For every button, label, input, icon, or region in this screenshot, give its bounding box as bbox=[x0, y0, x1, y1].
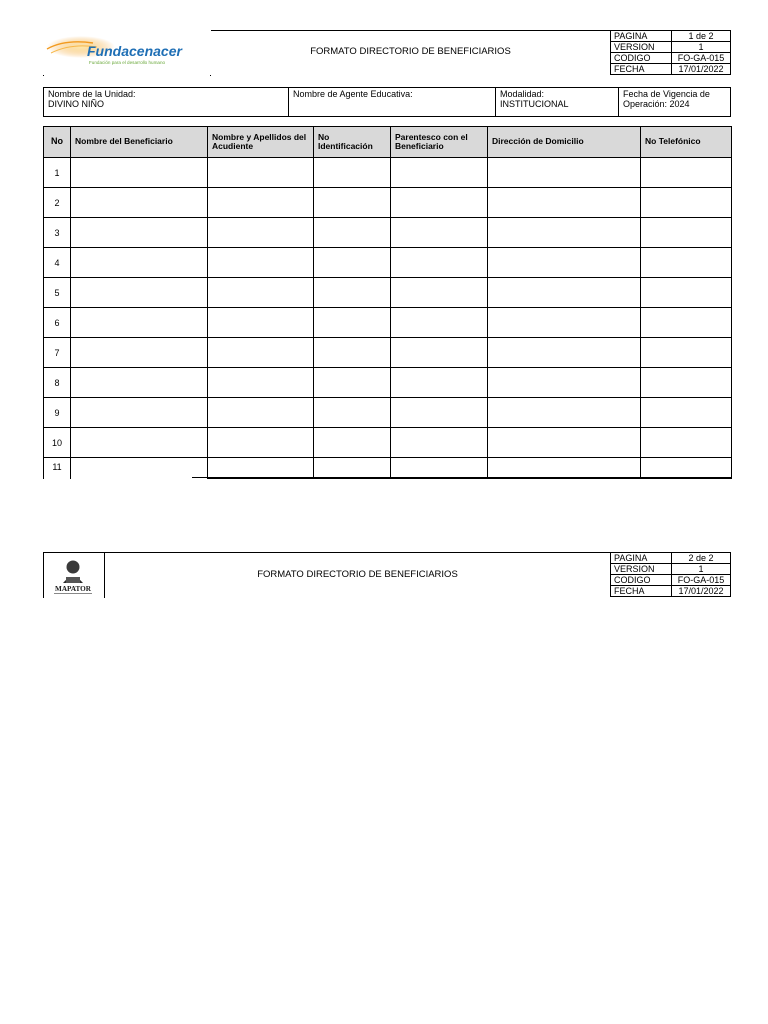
guardian-name-cell[interactable] bbox=[208, 308, 314, 338]
phone-cell[interactable] bbox=[641, 308, 732, 338]
meta-label: FECHA bbox=[611, 64, 672, 75]
column-header-guardian: Nombre y Apellidos del Acudiente bbox=[208, 127, 314, 158]
beneficiary-name-cell[interactable] bbox=[71, 428, 208, 458]
address-cell[interactable] bbox=[488, 248, 641, 278]
relationship-cell[interactable] bbox=[391, 458, 488, 479]
page2-meta-table bbox=[610, 552, 731, 597]
row-number: 8 bbox=[44, 368, 71, 398]
meta-label: PAGINA bbox=[611, 31, 672, 42]
id-number-cell[interactable] bbox=[314, 158, 391, 188]
address-cell[interactable] bbox=[488, 458, 641, 479]
relationship-cell[interactable] bbox=[391, 218, 488, 248]
guardian-name-cell[interactable] bbox=[208, 188, 314, 218]
phone-cell[interactable] bbox=[641, 218, 732, 248]
table-bottom-rule bbox=[192, 477, 731, 478]
address-cell[interactable] bbox=[488, 368, 641, 398]
beneficiary-name-cell[interactable] bbox=[71, 218, 208, 248]
page2-title: FORMATO DIRECTORIO DE BENEFICIARIOS bbox=[257, 569, 458, 580]
meta-label: VERSION bbox=[611, 564, 672, 575]
row-number: 3 bbox=[44, 218, 71, 248]
address-cell[interactable] bbox=[488, 398, 641, 428]
phone-cell[interactable] bbox=[641, 398, 732, 428]
id-number-cell[interactable] bbox=[314, 458, 391, 479]
mapator-wordmark: MAPATOR bbox=[55, 585, 91, 593]
address-cell[interactable] bbox=[488, 158, 641, 188]
meta-row-date bbox=[611, 64, 731, 75]
address-cell[interactable] bbox=[488, 188, 641, 218]
table-row bbox=[44, 338, 732, 368]
address-cell[interactable] bbox=[488, 218, 641, 248]
meta-value: 1 de 2 bbox=[672, 31, 731, 42]
relationship-cell[interactable] bbox=[391, 308, 488, 338]
page-title: FORMATO DIRECTORIO DE BENEFICIARIOS bbox=[310, 46, 511, 57]
validity-cell bbox=[618, 88, 730, 116]
meta-value: 1 bbox=[672, 564, 731, 575]
relationship-cell[interactable] bbox=[391, 278, 488, 308]
column-header-phone: No Telefónico bbox=[641, 127, 732, 158]
validity-label: Fecha de Vigencia de bbox=[623, 89, 710, 99]
meta-value: FO-GA-015 bbox=[672, 53, 731, 64]
meta-row-code bbox=[611, 53, 731, 64]
beneficiary-name-cell[interactable] bbox=[71, 188, 208, 218]
relationship-cell[interactable] bbox=[391, 248, 488, 278]
meta-row-code bbox=[611, 575, 731, 586]
header-rule bbox=[211, 30, 653, 31]
id-number-cell[interactable] bbox=[314, 278, 391, 308]
agent-name-cell bbox=[288, 88, 495, 116]
guardian-name-cell[interactable] bbox=[208, 158, 314, 188]
relationship-cell[interactable] bbox=[391, 428, 488, 458]
relationship-cell[interactable] bbox=[391, 158, 488, 188]
column-header-id: No Identificación bbox=[314, 127, 391, 158]
guardian-name-cell[interactable] bbox=[208, 248, 314, 278]
row-number: 6 bbox=[44, 308, 71, 338]
beneficiary-name-cell[interactable] bbox=[71, 278, 208, 308]
logo-tagline: Fundación para el desarrollo humano bbox=[89, 60, 166, 65]
table-row bbox=[44, 278, 732, 308]
meta-value: 2 de 2 bbox=[672, 553, 731, 564]
meta-label: VERSION bbox=[611, 42, 672, 53]
table-row bbox=[44, 428, 732, 458]
document-meta-table bbox=[610, 30, 731, 75]
logo-wordmark: Fundacenacer bbox=[87, 43, 182, 59]
guardian-name-cell[interactable] bbox=[208, 338, 314, 368]
column-header-no: No bbox=[44, 127, 71, 158]
page2-header bbox=[43, 552, 731, 598]
row-number: 5 bbox=[44, 278, 71, 308]
meta-value: 17/01/2022 bbox=[672, 586, 731, 597]
fundacenacer-logo bbox=[45, 35, 217, 69]
id-number-cell[interactable] bbox=[314, 398, 391, 428]
table-row bbox=[44, 398, 732, 428]
column-header-address: Dirección de Domicilio bbox=[488, 127, 641, 158]
meta-value: 1 bbox=[672, 42, 731, 53]
meta-row-date bbox=[611, 586, 731, 597]
column-header-relationship: Parentesco con el Beneficiario bbox=[391, 127, 488, 158]
guardian-name-cell[interactable] bbox=[208, 278, 314, 308]
mark-dot bbox=[210, 75, 211, 76]
address-cell[interactable] bbox=[488, 308, 641, 338]
guardian-name-cell[interactable] bbox=[208, 398, 314, 428]
mapator-logo bbox=[46, 555, 100, 597]
modality-value[interactable]: INSTITUCIONAL bbox=[500, 99, 569, 109]
id-number-cell[interactable] bbox=[314, 308, 391, 338]
guardian-name-cell[interactable] bbox=[208, 428, 314, 458]
address-cell[interactable] bbox=[488, 338, 641, 368]
table-row bbox=[44, 158, 732, 188]
meta-row-version bbox=[611, 42, 731, 53]
row-number: 11 bbox=[44, 458, 71, 479]
meta-row-version bbox=[611, 564, 731, 575]
modality-cell bbox=[495, 88, 618, 116]
id-number-cell[interactable] bbox=[314, 428, 391, 458]
row-number: 1 bbox=[44, 158, 71, 188]
mark-dot bbox=[43, 75, 44, 76]
row-number: 10 bbox=[44, 428, 71, 458]
meta-label: PAGINA bbox=[611, 553, 672, 564]
phone-cell[interactable] bbox=[641, 338, 732, 368]
guardian-name-cell[interactable] bbox=[208, 368, 314, 398]
address-cell[interactable] bbox=[488, 428, 641, 458]
relationship-cell[interactable] bbox=[391, 368, 488, 398]
row-number: 9 bbox=[44, 398, 71, 428]
meta-value: 17/01/2022 bbox=[672, 64, 731, 75]
phone-cell[interactable] bbox=[641, 428, 732, 458]
table-row bbox=[44, 368, 732, 398]
phone-cell[interactable] bbox=[641, 188, 732, 218]
column-header-beneficiary: Nombre del Beneficiario bbox=[71, 127, 208, 158]
page1-header bbox=[43, 30, 731, 76]
id-number-cell[interactable] bbox=[314, 218, 391, 248]
table-body bbox=[44, 158, 732, 479]
row-number: 4 bbox=[44, 248, 71, 278]
id-number-cell[interactable] bbox=[314, 248, 391, 278]
relationship-cell[interactable] bbox=[391, 338, 488, 368]
id-number-cell[interactable] bbox=[314, 338, 391, 368]
phone-cell[interactable] bbox=[641, 158, 732, 188]
relationship-cell[interactable] bbox=[391, 398, 488, 428]
unit-info-box bbox=[43, 87, 731, 117]
table-row bbox=[44, 188, 732, 218]
relationship-cell[interactable] bbox=[391, 188, 488, 218]
address-cell[interactable] bbox=[488, 278, 641, 308]
table-row bbox=[44, 458, 732, 479]
beneficiary-name-cell[interactable] bbox=[71, 308, 208, 338]
guardian-name-cell[interactable] bbox=[208, 458, 314, 479]
table-header-row bbox=[44, 127, 732, 158]
meta-label: CODIGO bbox=[611, 53, 672, 64]
meta-label: FECHA bbox=[611, 586, 672, 597]
validity-value[interactable]: Operación: 2024 bbox=[623, 99, 690, 109]
unit-name-cell bbox=[44, 88, 288, 116]
meta-row-page bbox=[611, 31, 731, 42]
table-row bbox=[44, 308, 732, 338]
table-row bbox=[44, 218, 732, 248]
meta-row-page bbox=[611, 553, 731, 564]
beneficiary-name-cell[interactable] bbox=[71, 338, 208, 368]
phone-cell[interactable] bbox=[641, 368, 732, 398]
meta-value: FO-GA-015 bbox=[672, 575, 731, 586]
id-number-cell[interactable] bbox=[314, 188, 391, 218]
id-number-cell[interactable] bbox=[314, 368, 391, 398]
phone-cell[interactable] bbox=[641, 278, 732, 308]
row-number: 2 bbox=[44, 188, 71, 218]
row-number: 7 bbox=[44, 338, 71, 368]
phone-cell[interactable] bbox=[641, 248, 732, 278]
unit-name-value[interactable]: DIVINO NIÑO bbox=[48, 99, 105, 109]
beneficiary-name-cell[interactable] bbox=[71, 248, 208, 278]
agent-name-label: Nombre de Agente Educativa: bbox=[293, 89, 413, 99]
guardian-name-cell[interactable] bbox=[208, 218, 314, 248]
unit-name-label: Nombre de la Unidad: bbox=[48, 89, 136, 99]
phone-cell[interactable] bbox=[641, 458, 732, 479]
meta-label: CODIGO bbox=[611, 575, 672, 586]
beneficiaries-table bbox=[43, 126, 732, 479]
beneficiary-name-cell[interactable] bbox=[71, 398, 208, 428]
beneficiary-name-cell[interactable] bbox=[71, 158, 208, 188]
beneficiary-name-cell[interactable] bbox=[71, 458, 208, 479]
table-row bbox=[44, 248, 732, 278]
beneficiary-name-cell[interactable] bbox=[71, 368, 208, 398]
modality-label: Modalidad: bbox=[500, 89, 545, 99]
